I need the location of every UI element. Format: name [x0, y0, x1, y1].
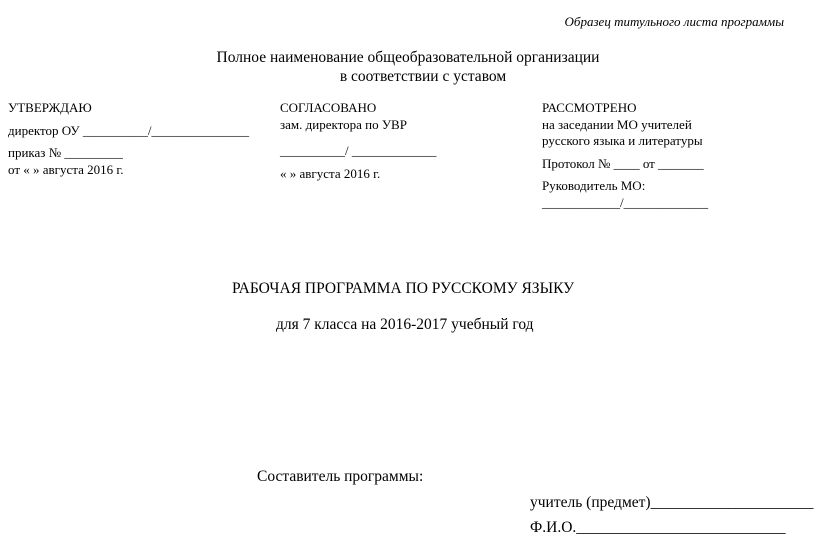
sample-label: Образец титульного листа программы [564, 14, 784, 29]
program-title: РАБОЧАЯ ПРОГРАММА ПО РУССКОМУ ЯЗЫКУ [232, 280, 575, 297]
organization-line2: в соответствии с уставом [339, 68, 507, 85]
author-label: Составитель программы: [257, 468, 424, 485]
reviewed-signature: ____________/_____________ [542, 194, 709, 210]
reviewed-line1: на заседании МО учителей [542, 116, 692, 132]
approve-order: приказ № _________ [8, 145, 123, 160]
agreed-heading: СОГЛАСОВАНО [280, 100, 377, 115]
approve-date: от « » августа 2016 г. [8, 161, 124, 177]
agreed-date: « » августа 2016 г. [280, 165, 381, 181]
organization-line1: Полное наименование общеобразовательной организации [216, 49, 600, 66]
reviewed-head: Руководитель МО: [542, 178, 646, 193]
author-teacher: учитель (предмет)_____________________ [530, 494, 814, 511]
organization-name [0, 48, 816, 86]
reviewed-protocol: Протокол № ____ от _______ [542, 155, 704, 171]
agreed-position: зам. директора по УВР [280, 116, 407, 132]
agreed-signature: __________/ _____________ [280, 143, 437, 158]
reviewed-line2: русского языка и литературы [542, 133, 703, 148]
program-subtitle: для 7 класса на 2016-2017 учебный год [276, 316, 534, 333]
approve-heading: УТВЕРЖДАЮ [8, 100, 92, 115]
approve-position: директор ОУ __________/_______________ [8, 122, 249, 138]
reviewed-block [542, 100, 708, 211]
author-fio: Ф.И.О.___________________________ [530, 519, 786, 536]
approve-block [8, 100, 249, 178]
agreed-block [280, 100, 436, 182]
reviewed-heading: РАССМОТРЕНО [542, 100, 637, 115]
